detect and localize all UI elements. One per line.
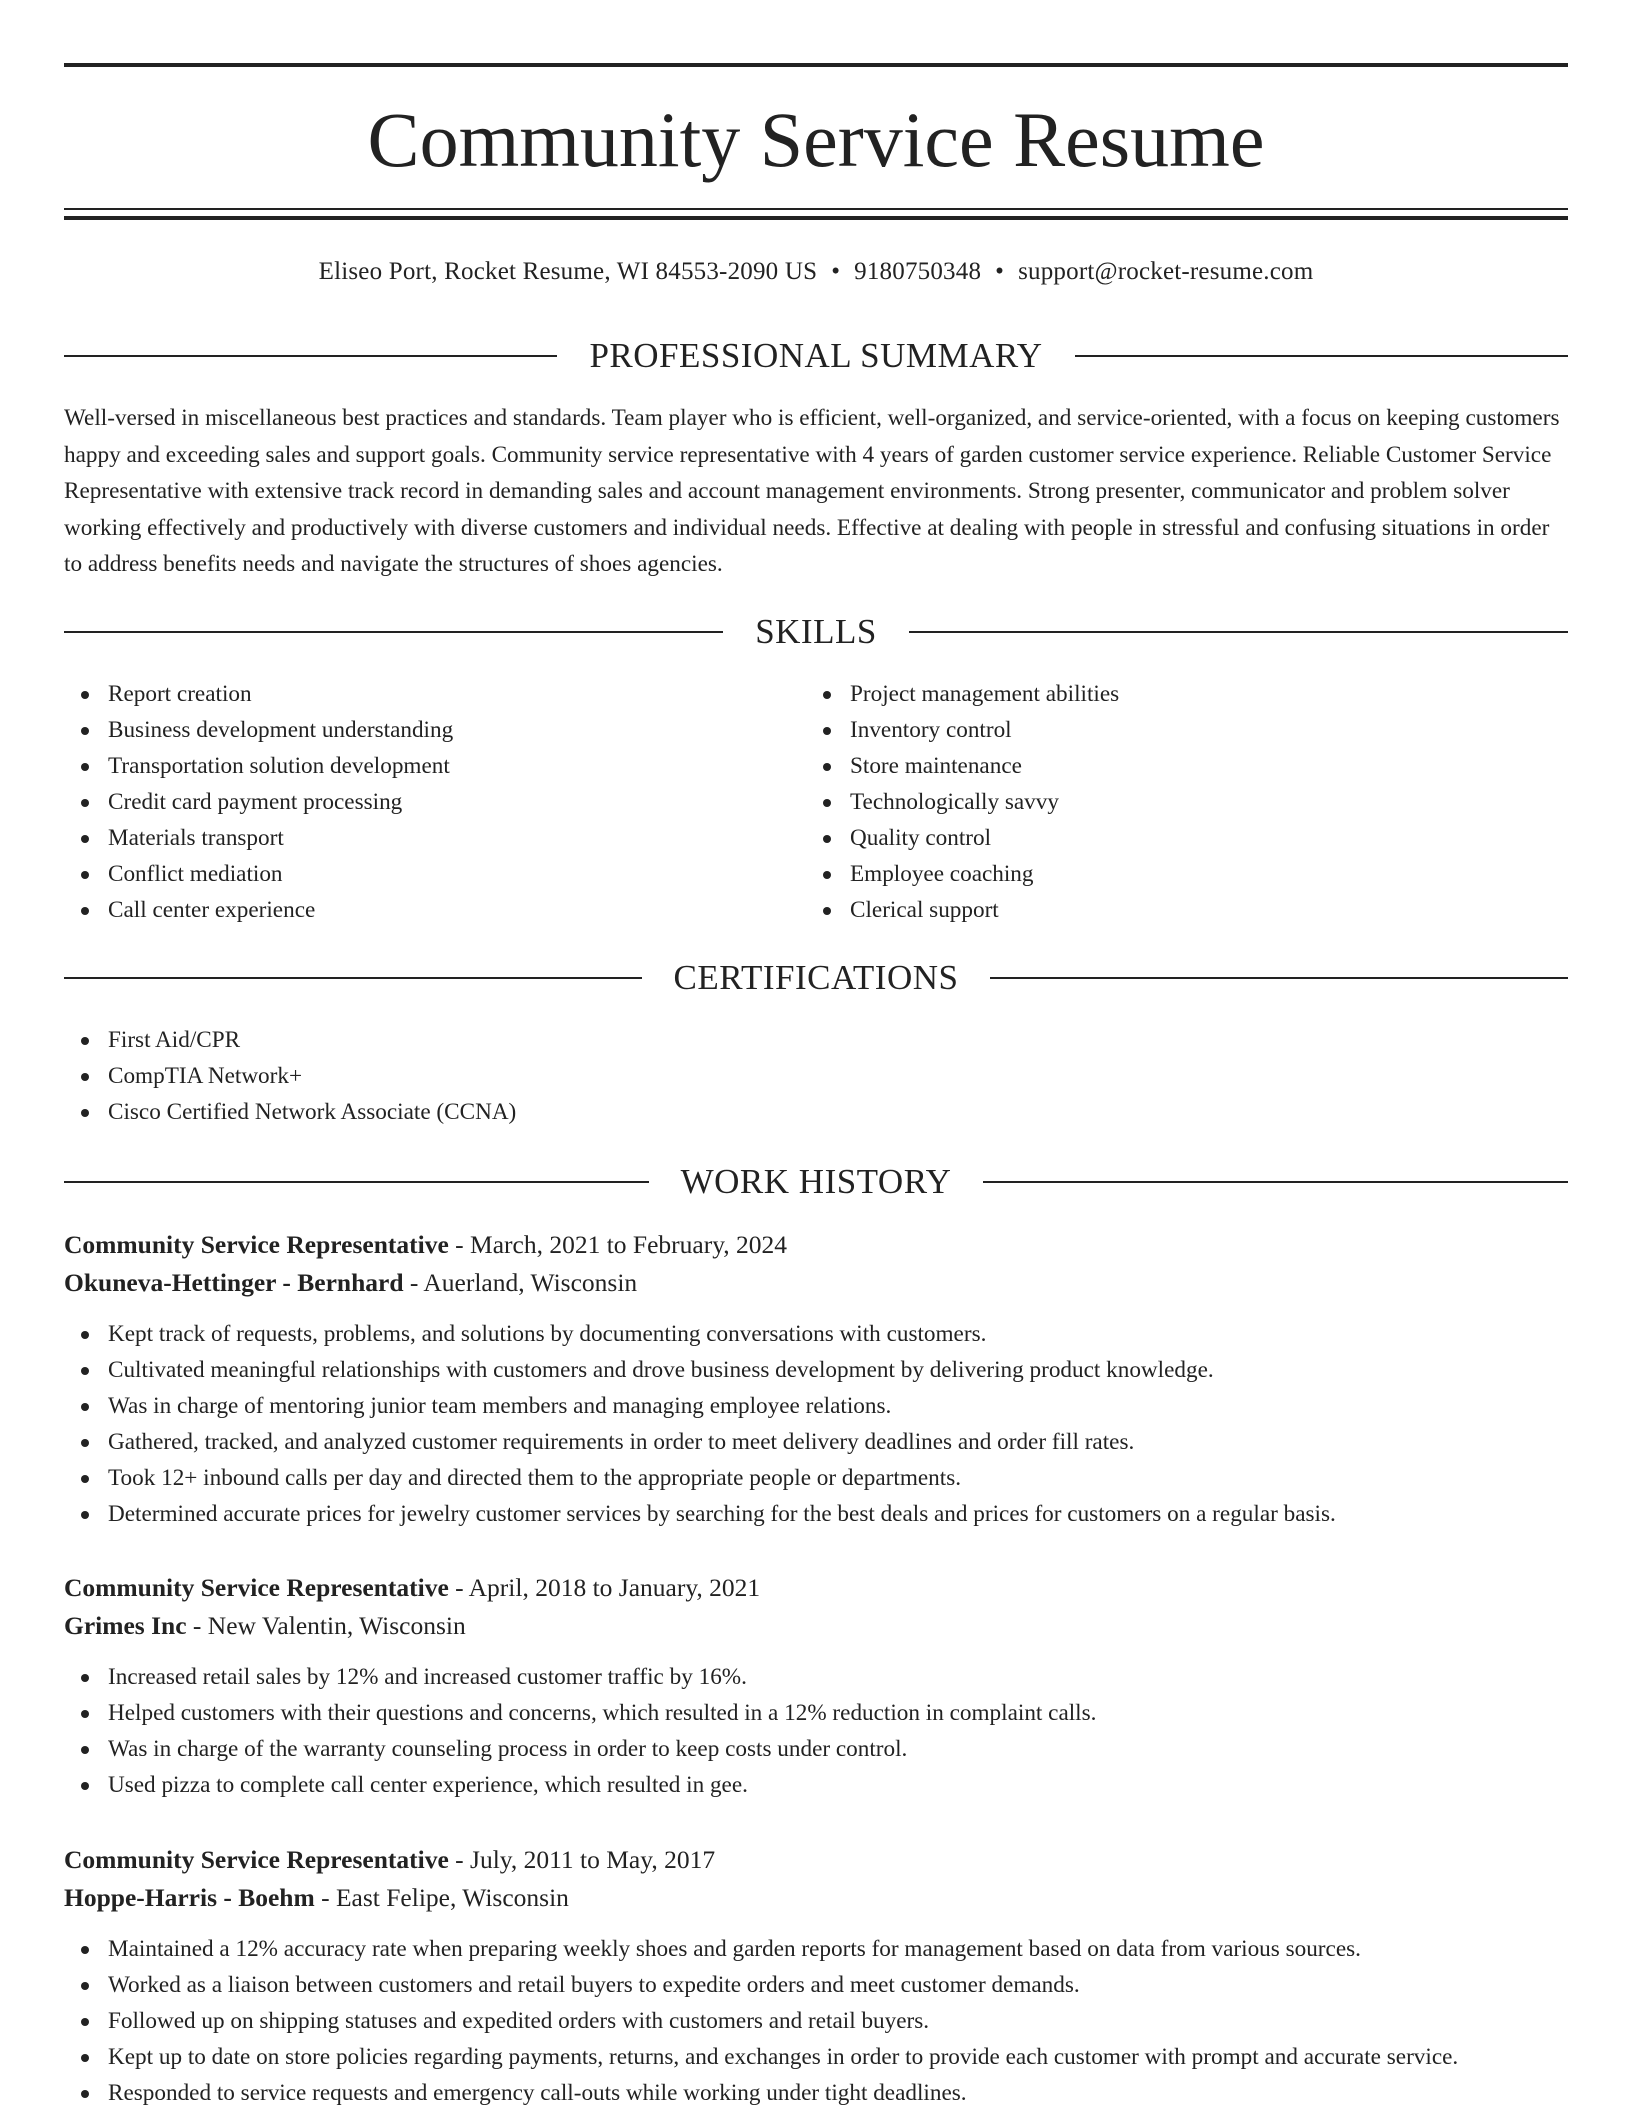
job-bullet: Helped customers with their questions and concerns, which resulted in a 12% reduction in complaint calls. [64, 1695, 1568, 1731]
job-bullets [64, 1931, 1568, 2111]
resume-title: Community Service Resume [367, 96, 1265, 183]
title-rule-thin [64, 208, 1568, 210]
job-bullet: Used pizza to complete call center experience, which resulted in gee. [64, 1767, 1568, 1803]
certifications-heading-label: CERTIFICATIONS [673, 958, 959, 997]
skill-item: Business development understanding [64, 712, 764, 748]
job-location: - New Valentin, Wisconsin [186, 1611, 466, 1640]
job-bullet: Responded to service requests and emergency call-outs while working under tight deadlines. [64, 2075, 1568, 2111]
job-entry [64, 1226, 1568, 1532]
skill-item: Transportation solution development [64, 748, 764, 784]
skill-item: Technologically savvy [806, 784, 1506, 820]
job-company: Okuneva-Hettinger - Bernhard [64, 1268, 404, 1297]
contact-separator: • [831, 258, 841, 285]
job-bullet: Worked as a liaison between customers and retail buyers to expedite orders and meet customer demands. [64, 1967, 1568, 2003]
top-rule [64, 63, 1568, 67]
certification-item: CompTIA Network+ [64, 1058, 964, 1094]
job-bullet: Was in charge of mentoring junior team members and managing employee relations. [64, 1388, 1568, 1424]
skill-item: Employee coaching [806, 856, 1506, 892]
job-title-line [64, 1569, 1568, 1607]
skill-item: Report creation [64, 676, 764, 712]
heading-rule [990, 977, 1568, 979]
summary-text: Well-versed in miscellaneous best practices and standards. Team player who is efficient, well-organized, and service-oriented, with a focus on keeping customers happy and exceeding sales and support goals. Community service representative with 4 years of garden customer service experience. Reliable Customer Service Representative with extensive track record in demanding sales and account management environments. Strong presenter, communicator and problem solver working effectively and productively with diverse customers and individual needs. Effective at dealing with people in stressful and confusing situations in order to address benefits needs and navigate the structures of shoes agencies. [64, 405, 1560, 577]
job-company-line [64, 1879, 1568, 1917]
skill-item: Inventory control [806, 712, 1506, 748]
heading-rule [64, 977, 642, 979]
work-history-heading [64, 1160, 1568, 1204]
job-title: Community Service Representative [64, 1230, 449, 1259]
summary-heading [64, 334, 1568, 378]
skill-item: Store maintenance [806, 748, 1506, 784]
heading-rule [64, 631, 723, 633]
job-bullet: Took 12+ inbound calls per day and directed them to the appropriate people or departments. [64, 1460, 1568, 1496]
heading-rule [1075, 355, 1568, 357]
job-dates: - April, 2018 to January, 2021 [448, 1573, 761, 1602]
skill-item: Call center experience [64, 892, 764, 928]
job-bullet: Determined accurate prices for jewelry customer services by searching for the best deals and prices for customers on a regular basis. [64, 1496, 1568, 1532]
skill-item: Project management abilities [806, 676, 1506, 712]
job-bullet: Kept track of requests, problems, and solutions by documenting conversations with customers. [64, 1316, 1568, 1352]
job-title-line [64, 1841, 1568, 1879]
certification-item: Cisco Certified Network Associate (CCNA) [64, 1094, 964, 1130]
job-bullet: Maintained a 12% accuracy rate when preparing weekly shoes and garden reports for management based on data from various sources. [64, 1931, 1568, 1967]
job-dates: - July, 2011 to May, 2017 [448, 1845, 716, 1874]
job-company-line [64, 1607, 1568, 1645]
job-bullet: Followed up on shipping statuses and expedited orders with customers and retail buyers. [64, 2003, 1568, 2039]
job-company: Grimes Inc [64, 1611, 187, 1640]
job-entry [64, 1569, 1568, 1803]
heading-rule [909, 631, 1568, 633]
contact-separator: • [995, 258, 1005, 285]
job-bullet: Increased retail sales by 12% and increased customer traffic by 16%. [64, 1659, 1568, 1695]
skill-item: Credit card payment processing [64, 784, 764, 820]
job-location: - East Felipe, Wisconsin [314, 1883, 569, 1912]
heading-rule [983, 1181, 1568, 1183]
skills-list-left [64, 676, 764, 928]
job-bullet: Cultivated meaningful relationships with customers and drove business development by delivering product knowledge. [64, 1352, 1568, 1388]
skills-list-right [806, 676, 1506, 928]
skills-heading [64, 610, 1568, 654]
job-company: Hoppe-Harris - Boehm [64, 1883, 315, 1912]
job-bullet: Kept up to date on store policies regarding payments, returns, and exchanges in order to provide each customer with prompt and accurate service. [64, 2039, 1568, 2075]
summary-heading-label: PROFESSIONAL SUMMARY [589, 336, 1043, 375]
skill-item: Materials transport [64, 820, 764, 856]
heading-rule [64, 355, 557, 357]
job-title-line [64, 1226, 1568, 1264]
job-bullet: Gathered, tracked, and analyzed customer requirements in order to meet delivery deadlines and order fill rates. [64, 1424, 1568, 1460]
job-bullet: Was in charge of the warranty counseling process in order to keep costs under control. [64, 1731, 1568, 1767]
job-bullets [64, 1316, 1568, 1532]
job-title: Community Service Representative [64, 1845, 449, 1874]
contact-phone: 9180750348 [854, 258, 982, 285]
job-bullets [64, 1659, 1568, 1803]
contact-line [64, 254, 1568, 290]
work-history-heading-label: WORK HISTORY [680, 1162, 952, 1201]
job-title: Community Service Representative [64, 1573, 449, 1602]
title-rule-thick [64, 216, 1568, 220]
skill-item: Quality control [806, 820, 1506, 856]
certifications-list [64, 1022, 964, 1130]
job-dates: - March, 2021 to February, 2024 [448, 1230, 788, 1259]
contact-email: support@rocket-resume.com [1018, 258, 1314, 285]
job-location: - Auerland, Wisconsin [403, 1268, 638, 1297]
contact-address: Eliseo Port, Rocket Resume, WI 84553-2090 US [318, 258, 818, 285]
job-entry [64, 1841, 1568, 2111]
certifications-heading [64, 956, 1568, 1000]
skills-heading-label: SKILLS [755, 612, 877, 651]
skill-item: Conflict mediation [64, 856, 764, 892]
skill-item: Clerical support [806, 892, 1506, 928]
job-company-line [64, 1264, 1568, 1302]
certification-item: First Aid/CPR [64, 1022, 964, 1058]
heading-rule [64, 1181, 649, 1183]
